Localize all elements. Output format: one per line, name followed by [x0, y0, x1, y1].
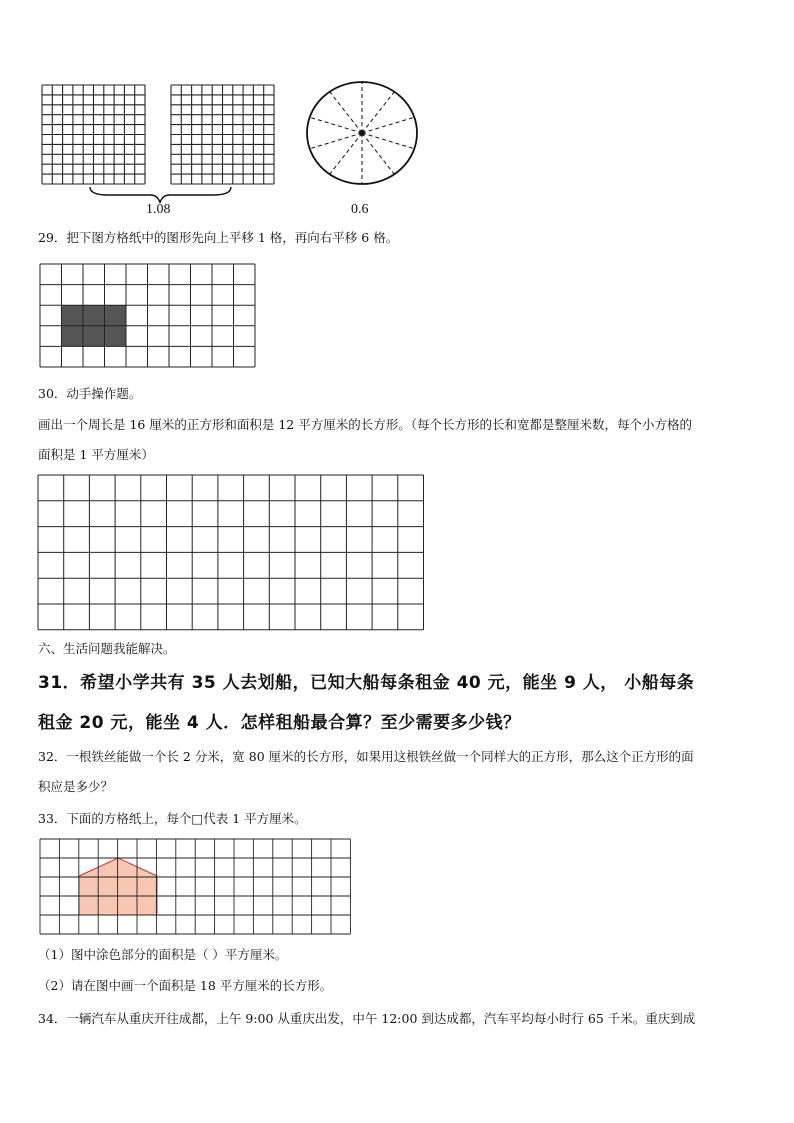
question-30-title: 30．动手操作题。 — [38, 386, 142, 401]
grid-100-right — [171, 85, 275, 185]
grid-q30 — [38, 475, 424, 630]
question-33-sub1: （1）图中涂色部分的面积是（ ）平方厘米。 — [38, 947, 288, 962]
grid-100-left — [42, 85, 146, 185]
question-31-line1: 31．希望小学共有 35 人去划船，已知大船每条租金 40 元，能坐 9 人， 小船每条 — [38, 673, 695, 693]
label-1-08: 1.08 — [146, 202, 171, 217]
question-31-line2: 租金 20 元，能坐 4 人．怎样租船最合算？至少需要多少钱？ — [38, 713, 521, 733]
question-33-sub2: （2）请在图中画一个面积是 18 平方厘米的长方形。 — [38, 978, 333, 993]
question-33-title: 33．下面的方格纸上，每个□代表 1 平方厘米。 — [38, 811, 307, 826]
question-29: 29．把下图方格纸中的图形先向上平移 1 格，再向右平移 6 格。 — [38, 230, 399, 245]
label-0-6: 0.6 — [351, 202, 369, 217]
question-30-line1: 画出一个周长是 16 厘米的正方形和面积是 12 平方厘米的长方形。（每个长方形的长和宽都是整厘米数，每个小方格的 — [38, 417, 692, 432]
section-6-title: 六、生活问题我能解决。 — [38, 641, 176, 656]
grid-q29 — [40, 264, 256, 368]
grid-q33 — [40, 839, 346, 934]
question-32-line1: 32．一根铁丝能做一个长 2 分米，宽 80 厘米的长方形，如果用这根铁丝做一个同样大的正方形，那么这个正方形的面 — [38, 749, 694, 764]
circle-divided-ten — [305, 80, 420, 190]
question-32-line2: 积应是多少？ — [38, 779, 114, 794]
question-34: 34．一辆汽车从重庆开往成都，上午 9:00 从重庆出发，中午 12:00 到达成都，汽车平均每小时行 65 千米。重庆到成 — [38, 1011, 696, 1026]
question-30-line2: 面积是 1 平方厘米） — [38, 447, 154, 462]
